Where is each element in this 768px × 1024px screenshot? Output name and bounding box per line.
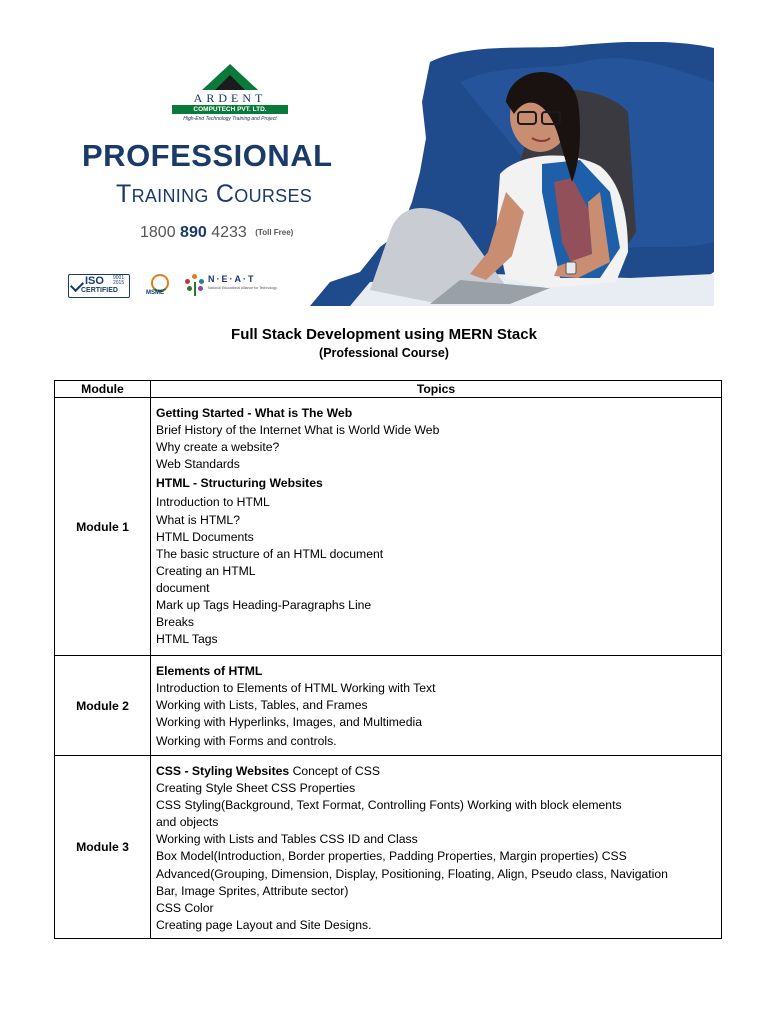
topic-heading: Elements of HTML — [156, 664, 263, 678]
msme-badge — [146, 274, 172, 298]
woman-laptop-photo — [310, 42, 716, 306]
header-topics: Topics — [151, 381, 722, 398]
phone-note: (Toll Free) — [255, 228, 294, 237]
table-header-row — [55, 381, 722, 398]
toll-free-phone — [140, 224, 293, 242]
topic-line: and objects — [156, 815, 219, 830]
topic-line: document — [156, 580, 210, 595]
topic-line: Brief History of the Internet What is World Wide Web — [156, 423, 440, 438]
topic-line: Creating an HTML — [156, 563, 256, 578]
topic-line: Creating page Layout and Site Designs. — [156, 917, 372, 932]
document-subtitle: (Professional Course) — [319, 346, 449, 360]
topic-heading: Getting Started - What is The Web — [156, 406, 353, 420]
topic-line: Creating Style Sheet CSS Properties — [156, 781, 356, 796]
logo-name: ARDENT — [193, 91, 267, 105]
ardent-logo — [166, 64, 294, 126]
topic-line: Concept of CSS — [289, 764, 380, 778]
topic-line: What is HTML? — [156, 512, 240, 527]
topic-line: Breaks — [156, 615, 194, 630]
msme-label: MSME — [146, 290, 164, 296]
phone-prefix: 1800 — [140, 224, 176, 241]
topic-line: Mark up Tags Heading-Paragraphs Line — [156, 598, 372, 613]
topic-heading: CSS - Styling Websites — [156, 764, 290, 778]
logo-tagline: High-End Technology Training and Project — [183, 116, 277, 122]
header-module: Module — [55, 381, 151, 398]
topic-line: CSS Styling(Background, Text Format, Controlling Fonts) Working with block elements — [156, 798, 622, 813]
topic-line: Working with Lists and Tables CSS ID and Class — [156, 832, 418, 847]
topic-line: Working with Hyperlinks, Images, and Multimedia — [156, 715, 422, 730]
module-name: Module 3 — [55, 756, 151, 939]
neat-subtitle: National Educational Alliance for Technology — [208, 286, 277, 290]
topic-line: Bar, Image Sprites, Attribute sector) — [156, 883, 349, 898]
table-row — [55, 756, 722, 939]
module-name: Module 1 — [55, 398, 151, 656]
logo-company-bar: COMPUTECH PVT. LTD. — [172, 105, 288, 114]
topic-line: Advanced(Grouping, Dimension, Display, Positioning, Floating, Align, Pseudo class, Navigation — [156, 866, 668, 881]
course-banner — [62, 42, 716, 306]
topic-line: Introduction to Elements of HTML Working with Text — [156, 681, 436, 696]
table-row — [55, 656, 722, 756]
iso-certified: CERTIFIED — [81, 287, 118, 294]
table-row — [55, 398, 722, 656]
topic-heading: HTML - Structuring Websites — [156, 476, 323, 491]
topic-line: HTML Tags — [156, 632, 218, 647]
course-modules-table — [54, 380, 722, 939]
topic-line: Box Model(Introduction, Border properties, Padding Properties, Margin properties) CSS — [156, 849, 627, 864]
banner-headline: PROFESSIONAL — [82, 138, 333, 173]
phone-suffix: 4233 — [211, 224, 247, 241]
topic-line: HTML Documents — [156, 529, 254, 544]
iso-label: ISO — [85, 275, 104, 287]
topic-line: CSS Color — [156, 900, 214, 915]
certification-logos — [68, 272, 298, 300]
iso-number: 9001 2015 — [113, 275, 125, 286]
banner-subheadline: Training Courses — [116, 180, 313, 208]
module-topics — [151, 756, 722, 939]
topic-line: The basic structure of an HTML document — [156, 546, 384, 561]
module-name: Module 2 — [55, 656, 151, 756]
module-topics — [151, 656, 722, 756]
module-topics — [151, 398, 722, 656]
topic-line: Working with Lists, Tables, and Frames — [156, 698, 368, 713]
topic-line: Why create a website? — [156, 440, 280, 455]
topic-line: Web Standards — [156, 457, 240, 472]
table-body — [55, 398, 722, 939]
phone-mid: 890 — [180, 224, 207, 241]
iso-badge — [68, 274, 130, 298]
topic-line — [156, 763, 717, 780]
document-title: Full Stack Development using MERN Stack — [231, 326, 537, 343]
neat-label: N·E·A·T — [208, 274, 256, 284]
logo-inner-triangle-icon — [215, 75, 245, 90]
neat-tree-icon — [184, 274, 206, 296]
topic-line: Working with Forms and controls. — [156, 734, 337, 749]
topic-line: Introduction to HTML — [156, 495, 270, 510]
